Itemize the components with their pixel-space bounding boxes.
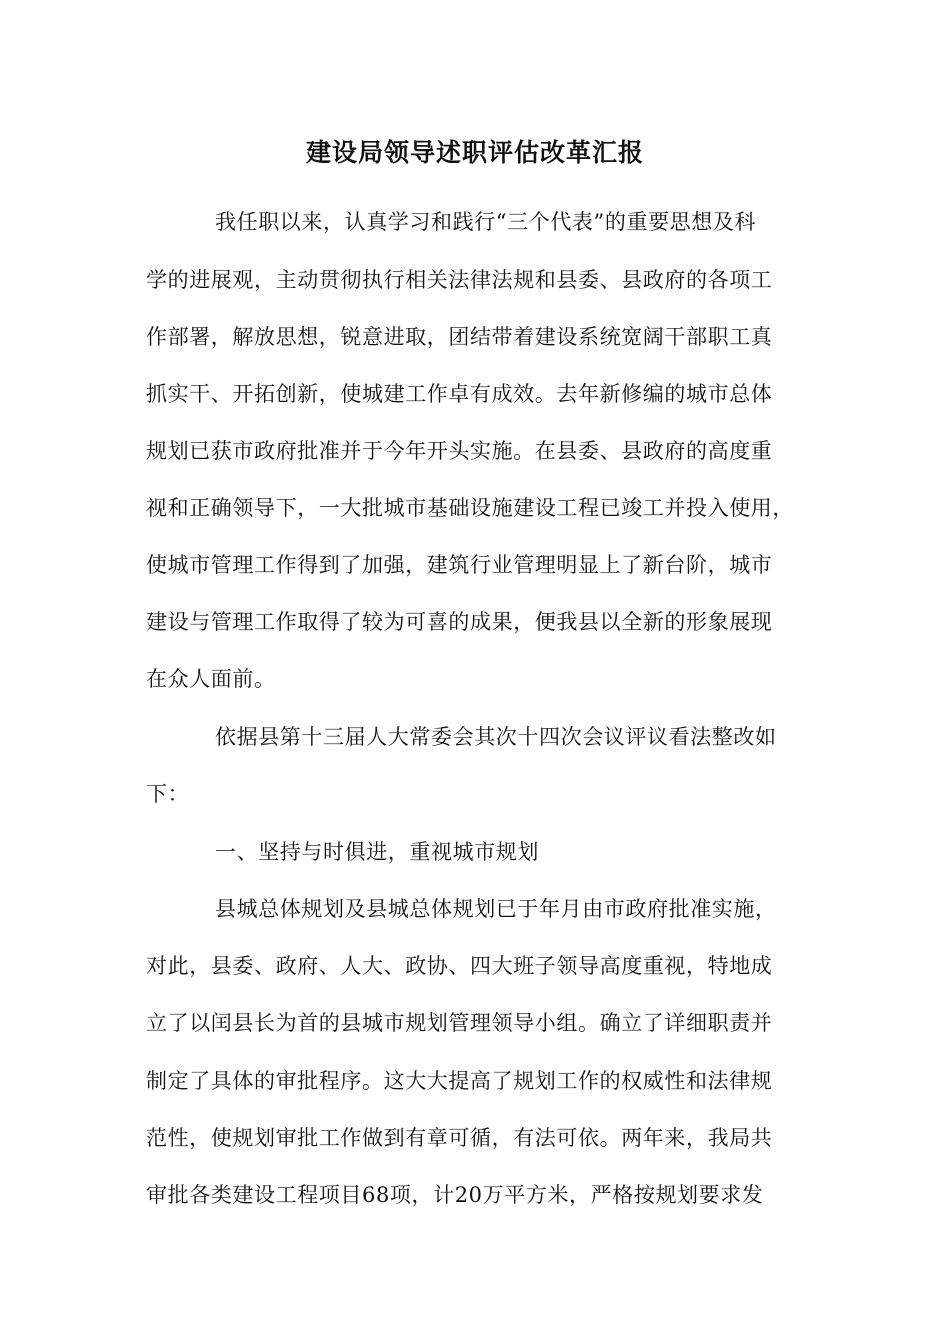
paragraph-line: 在众人面前。 [146,667,276,691]
paragraph-line: 学的进展观，主动贯彻执行相关法律法规和县委、县政府的各项工 [146,268,773,292]
paragraph-line: 使城市管理工作得到了加强，建筑行业管理明显上了新台阶，城市 [146,553,773,577]
document-title: 建设局领导述职评估改革汇报 [305,138,644,167]
paragraph-line: 抓实干、开拓创新，使城建工作卓有成效。去年新修编的城市总体 [146,382,773,406]
paragraph-line: 立了以闰县长为首的县城市规划管理领导小组。确立了详细职责并 [146,1011,773,1035]
paragraph-line: 制定了具体的审批程序。这大大提高了规划工作的权威性和法律规 [146,1069,773,1093]
paragraph-line: 审批各类建设工程项目68项，计20万平方米，严格按规划要求发 [146,1183,764,1207]
paragraph-line: 建设与管理工作取得了较为可喜的成果，便我县以全新的形象展现 [146,610,773,634]
paragraph-line: 依据县第十三届人大常委会其次十四次会议评议看法整改如 [215,725,777,749]
paragraph-line: 我任职以来，认真学习和践行“三个代表”的重要思想及科 [215,210,757,234]
paragraph-line: 下： [146,782,190,806]
paragraph-line: 规划已获市政府批准并于今年开头实施。在县委、县政府的高度重 [146,439,773,463]
section-heading: 一、坚持与时俱进，重视城市规划 [215,840,539,864]
paragraph-line: 对此，县委、政府、人大、政协、四大班子领导高度重视，特地成 [146,954,773,978]
paragraph-line: 作部署，解放思想，锐意进取，团结带着建设系统宽阔干部职工真 [146,325,773,349]
paragraph-line: 视和正确领导下，一大批城市基础设施建设工程已竣工并投入使用， [146,496,794,520]
paragraph-line: 县城总体规划及县城总体规划已于年月由市政府批准实施， [215,897,777,921]
paragraph-line: 范性，使规划审批工作做到有章可循，有法可依。两年来，我局共 [146,1126,773,1150]
